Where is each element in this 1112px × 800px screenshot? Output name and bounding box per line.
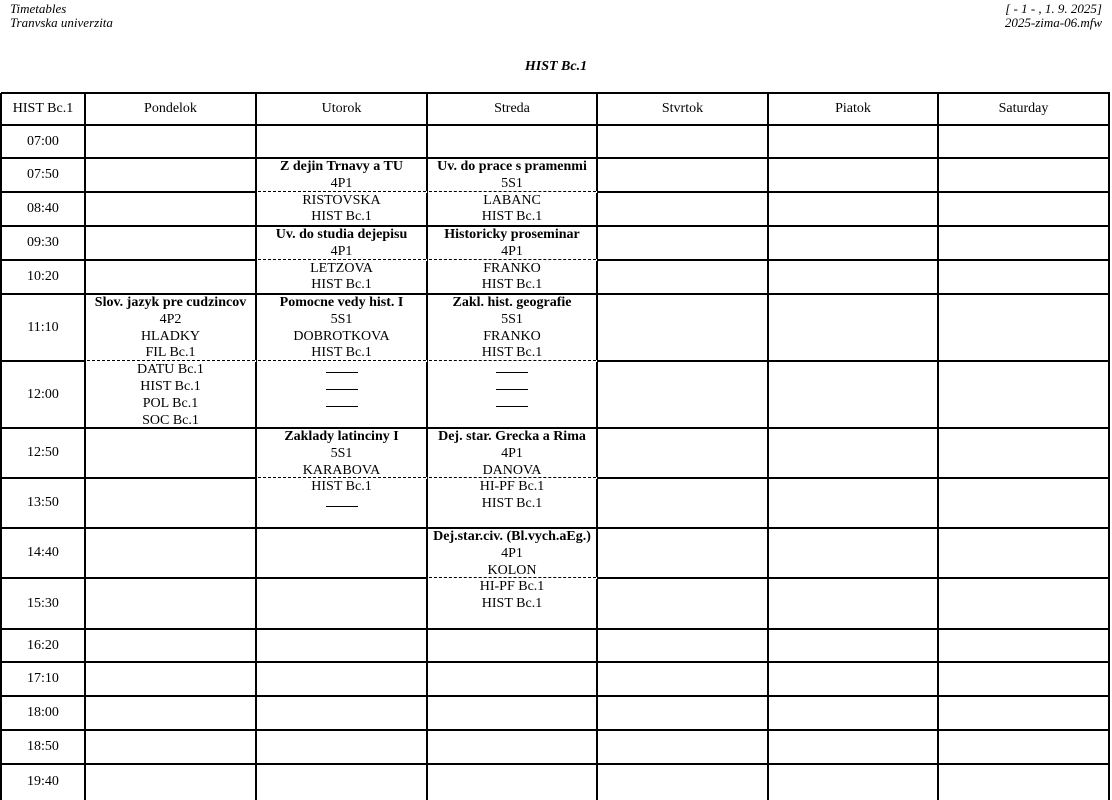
course-block[interactable]: [427, 227, 597, 294]
course-detail: [256, 496, 427, 513]
time-slot-label: 17:10: [27, 671, 59, 686]
course-detail: RISTOVSKA: [302, 192, 381, 208]
course-block[interactable]: [256, 159, 427, 226]
course-detail: [256, 379, 427, 396]
course-detail: 4P1: [330, 243, 353, 259]
blank-line: [326, 363, 358, 373]
course-detail: 5S1: [501, 175, 523, 191]
course-detail: 5S1: [330, 445, 353, 461]
header-app: Timetables: [10, 1, 67, 16]
time-slot-label: 07:50: [27, 167, 59, 182]
course-detail: HI-PF Bc.1: [479, 579, 545, 595]
time-slot-label: 12:00: [27, 386, 59, 402]
header-institution: Tranvska univerzita: [10, 15, 113, 30]
grid-horizontal-line: [1, 729, 1110, 731]
course-detail: HIST Bc.1: [311, 345, 372, 361]
day-header-streda: Streda: [494, 101, 530, 116]
course-block[interactable]: [427, 529, 597, 613]
course-block[interactable]: [256, 295, 427, 413]
course-name: Slov. jazyk pre cudzincov: [94, 295, 247, 310]
course-detail: 5S1: [501, 311, 523, 327]
grid-horizontal-line: [1, 695, 1110, 697]
time-slot-label: 14:40: [27, 545, 59, 560]
course-detail: HI-PF Bc.1: [479, 479, 545, 495]
row-divider-dashed: [258, 477, 426, 478]
blank-line: [496, 397, 528, 407]
row-divider-dashed: [87, 360, 255, 361]
row-divider-dashed: [258, 191, 426, 192]
time-slot-label: 11:10: [27, 319, 59, 335]
blank-line: [326, 380, 358, 390]
course-detail: HIST Bc.1: [481, 496, 543, 512]
course-detail: HLADKY: [140, 328, 201, 344]
course-detail: [256, 362, 427, 379]
time-slot-label: 15:30: [27, 595, 59, 611]
course-detail: HIST Bc.1: [481, 209, 543, 225]
course-name: Zaklady latinciny I: [284, 429, 399, 444]
day-header-saturday: Saturday: [998, 101, 1049, 116]
time-slot-label: 16:20: [27, 637, 59, 653]
course-name: Uv. do prace s pramenmi: [437, 159, 587, 174]
time-slot-label: 07:00: [27, 133, 59, 149]
course-detail: HIST Bc.1: [311, 209, 372, 225]
header-page-date: [ - 1 - , 1. 9. 2025]: [1005, 1, 1102, 16]
time-slot-label: 13:50: [27, 495, 59, 510]
header-filename: 2025-zima-06.mfw: [1004, 15, 1102, 30]
row-divider-dashed: [258, 259, 426, 260]
day-header-pondelok: Pondelok: [144, 101, 197, 116]
course-detail: [427, 396, 597, 413]
course-block[interactable]: [256, 429, 427, 513]
course-detail: 4P1: [501, 445, 523, 461]
row-divider-dashed: [258, 360, 426, 361]
course-name: Historicky proseminar: [444, 227, 580, 242]
blank-line: [496, 380, 528, 390]
course-block[interactable]: [85, 295, 256, 429]
course-detail: DANOVA: [482, 462, 542, 478]
course-name: Dej.star.civ. (Bl.vych.aEg.): [433, 529, 591, 544]
course-detail: KOLON: [487, 562, 537, 578]
course-detail: FRANKO: [483, 328, 541, 344]
course-name: Uv. do studia dejepisu: [275, 227, 408, 242]
course-detail: 5S1: [330, 311, 353, 327]
time-slot-label: 09:30: [27, 235, 59, 250]
grid-vertical-line: [937, 93, 939, 800]
course-block[interactable]: [427, 429, 597, 513]
time-slot-label: 08:40: [27, 201, 59, 216]
course-name: Z dejin Trnavy a TU: [280, 159, 403, 174]
row-divider-dashed: [429, 259, 596, 260]
course-detail: DOBROTKOVA: [293, 328, 390, 344]
blank-line: [326, 497, 358, 507]
grid-horizontal-line: [1, 628, 1110, 630]
course-block[interactable]: [256, 227, 427, 294]
course-name: Pomocne vedy hist. I: [279, 295, 404, 310]
course-detail: SOC Bc.1: [142, 412, 199, 428]
course-detail: [427, 362, 597, 379]
time-slot-label: 18:50: [27, 739, 59, 754]
course-detail: 4P1: [501, 243, 523, 259]
row-divider-dashed: [429, 191, 596, 192]
course-detail: DATU Bc.1: [137, 362, 204, 378]
time-slot-label: 19:40: [27, 774, 59, 789]
course-detail: HIST Bc.1: [140, 378, 201, 394]
course-detail: 4P2: [159, 311, 182, 327]
row-divider-dashed: [429, 577, 596, 578]
course-detail: 4P1: [330, 175, 353, 191]
course-block[interactable]: [427, 159, 597, 226]
course-name: Zakl. hist. geografie: [452, 295, 572, 310]
course-name: Dej. star. Grecka a Rima: [438, 429, 586, 444]
blank-line: [326, 397, 358, 407]
course-detail: [256, 396, 427, 413]
grid-horizontal-line: [1, 763, 1110, 765]
blank-line: [496, 363, 528, 373]
course-detail: HIST Bc.1: [481, 596, 543, 612]
day-header-utorok: Utorok: [321, 101, 362, 116]
row-divider-dashed: [429, 477, 596, 478]
grid-vertical-line: [1108, 93, 1110, 800]
course-block[interactable]: [427, 295, 597, 413]
course-detail: KARABOVA: [302, 462, 381, 478]
course-detail: LABANC: [483, 192, 541, 208]
course-detail: HIST Bc.1: [311, 479, 372, 495]
course-detail: HIST Bc.1: [481, 345, 543, 361]
grid-vertical-line: [767, 93, 769, 800]
course-detail: POL Bc.1: [142, 395, 199, 411]
day-header-stvrtok: Stvrtok: [661, 101, 704, 116]
course-detail: 4P1: [501, 545, 523, 561]
row-divider-dashed: [429, 360, 596, 361]
day-header-piatok: Piatok: [835, 101, 871, 116]
course-detail: HIST Bc.1: [311, 277, 372, 293]
time-slot-label: 18:00: [27, 705, 59, 720]
corner-label: HIST Bc.1: [12, 101, 74, 116]
course-detail: FIL Bc.1: [145, 345, 196, 361]
time-slot-label: 10:20: [27, 269, 59, 284]
page-title: HIST Bc.1: [524, 59, 588, 74]
time-slot-label: 12:50: [27, 445, 59, 460]
course-detail: LETZOVA: [310, 260, 373, 276]
grid-horizontal-line: [1, 661, 1110, 663]
course-detail: FRANKO: [483, 260, 541, 276]
course-detail: [427, 379, 597, 396]
course-detail: HIST Bc.1: [481, 277, 543, 293]
